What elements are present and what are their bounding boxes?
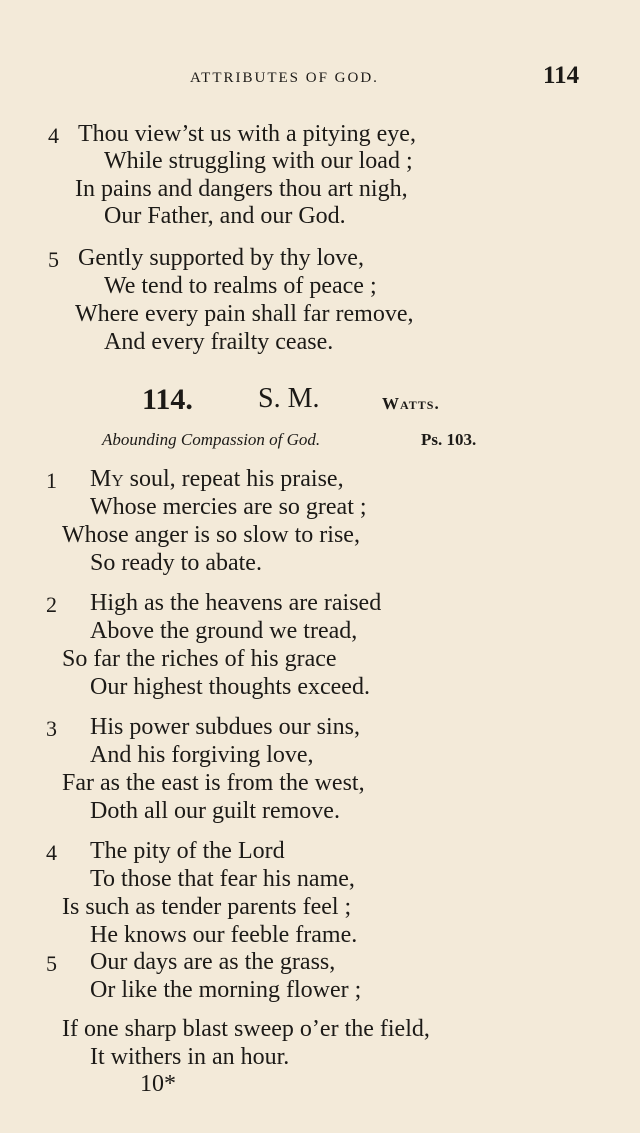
verse-line: High as the heavens are raised [90,590,382,616]
verse-line [90,465,344,493]
verse-line: Thou view’st us with a pitying eye, [78,121,416,147]
verse-line: Our Father, and our God. [104,203,346,229]
first-word: My [90,466,124,492]
page-number: 114 [543,62,580,89]
stanza-number: 3 [46,716,57,741]
stanza-number: 1 [46,468,57,493]
verse-line: Whose mercies are so great ; [90,494,367,520]
verse-line: If one sharp blast sweep o’er the field, [62,1016,430,1042]
verse-line: The pity of the Lord [90,838,285,864]
signature-mark: 10* [140,1071,176,1097]
verse-line: Gently supported by thy love, [78,245,364,271]
verse-line: So ready to abate. [90,550,262,576]
psalm-reference: Ps. 103. [421,430,477,449]
verse-line: We tend to realms of peace ; [104,273,377,299]
stanza-number: 4 [46,840,57,865]
verse-line: While struggling with our load ; [104,148,413,174]
hymn-author: Watts. [382,394,440,413]
stanza-number: 5 [48,247,59,272]
running-head: ATTRIBUTES OF GOD. [190,70,379,86]
verse-line: It withers in an hour. [90,1044,290,1070]
stanza-number: 2 [46,592,57,617]
hymn-subject: Abounding Compassion of God. [102,430,321,449]
verse-line: To those that fear his name, [90,866,355,892]
hymn-number: 114. [142,383,193,416]
verse-line-rest: soul, repeat his praise, [123,466,344,492]
verse-line: In pains and dangers thou art nigh, [75,176,408,202]
verse-line: He knows our feeble frame. [90,922,358,948]
verse-line: Where every pain shall far remove, [75,301,414,327]
verse-line: His power subdues our sins, [90,714,360,740]
hymn-meter: S. M. [258,383,320,414]
verse-line: So far the riches of his grace [62,646,337,672]
verse-line: Is such as tender parents feel ; [62,894,352,920]
verse-line: Doth all our guilt remove. [90,798,340,824]
verse-line: Our highest thoughts exceed. [90,674,370,700]
verse-line: Our days are as the grass, [90,949,336,975]
stanza-number: 5 [46,951,57,976]
verse-line: And every frailty cease. [104,329,334,355]
verse-line: Whose anger is so slow to rise, [62,522,360,548]
stanza-number: 4 [48,123,59,148]
verse-line: Far as the east is from the west, [62,770,365,796]
verse-line: Or like the morning flower ; [90,977,362,1003]
verse-line: And his forgiving love, [90,742,314,768]
verse-line: Above the ground we tread, [90,618,358,644]
